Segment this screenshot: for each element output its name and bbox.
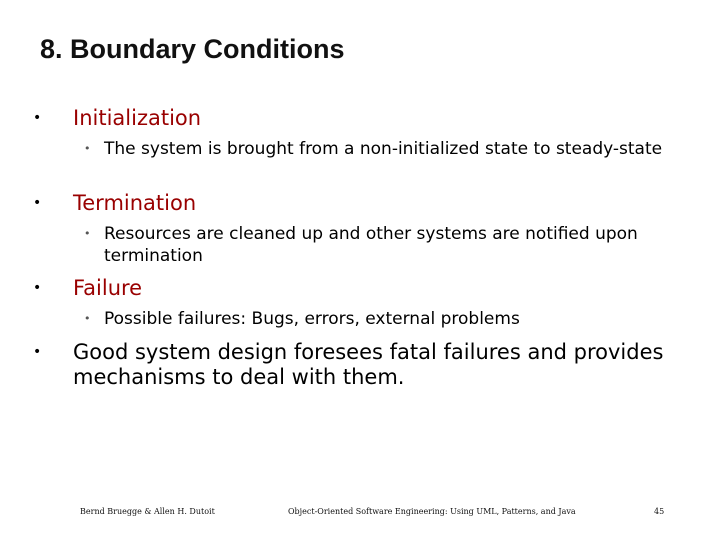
- footer-book-title: Object-Oriented Software Engineering: Using UML, Patterns, and Java: [288, 507, 576, 516]
- sub-bullet-item: [84, 138, 664, 160]
- sub-bullet-item: [84, 223, 664, 267]
- bullet-item-termination: [32, 191, 673, 216]
- bullet-item-good-design: [32, 340, 673, 390]
- footer-page-number: 45: [654, 507, 665, 516]
- bullet-item-failure: [32, 276, 673, 301]
- sub-bullet-item: [84, 308, 664, 330]
- slide-title: 8. Boundary Conditions: [40, 34, 345, 64]
- bullet-icon: •: [33, 195, 42, 211]
- sub-bullet-icon: •: [84, 312, 91, 325]
- bullet-item-initialization: [32, 106, 673, 131]
- bullet-icon: •: [33, 110, 42, 126]
- bullet-icon: •: [33, 280, 42, 296]
- sub-bullet-icon: •: [84, 142, 91, 155]
- sub-bullet-icon: •: [84, 227, 91, 240]
- bullet-label: Initialization: [73, 106, 202, 130]
- footer-authors: Bernd Bruegge & Allen H. Dutoit: [80, 507, 215, 516]
- bullet-icon: •: [33, 344, 42, 360]
- bullet-label: Termination: [73, 191, 197, 215]
- bullet-label: Good system design foresees fatal failures and provides mechanisms to deal with them.: [73, 340, 664, 389]
- sub-bullet-text: The system is brought from a non-initialized state to steady-state: [104, 139, 663, 159]
- sub-bullet-text: Possible failures: Bugs, errors, external problems: [104, 309, 520, 329]
- bullet-label: Failure: [73, 276, 143, 300]
- sub-bullet-text: Resources are cleaned up and other systems are notified upon termination: [104, 224, 638, 266]
